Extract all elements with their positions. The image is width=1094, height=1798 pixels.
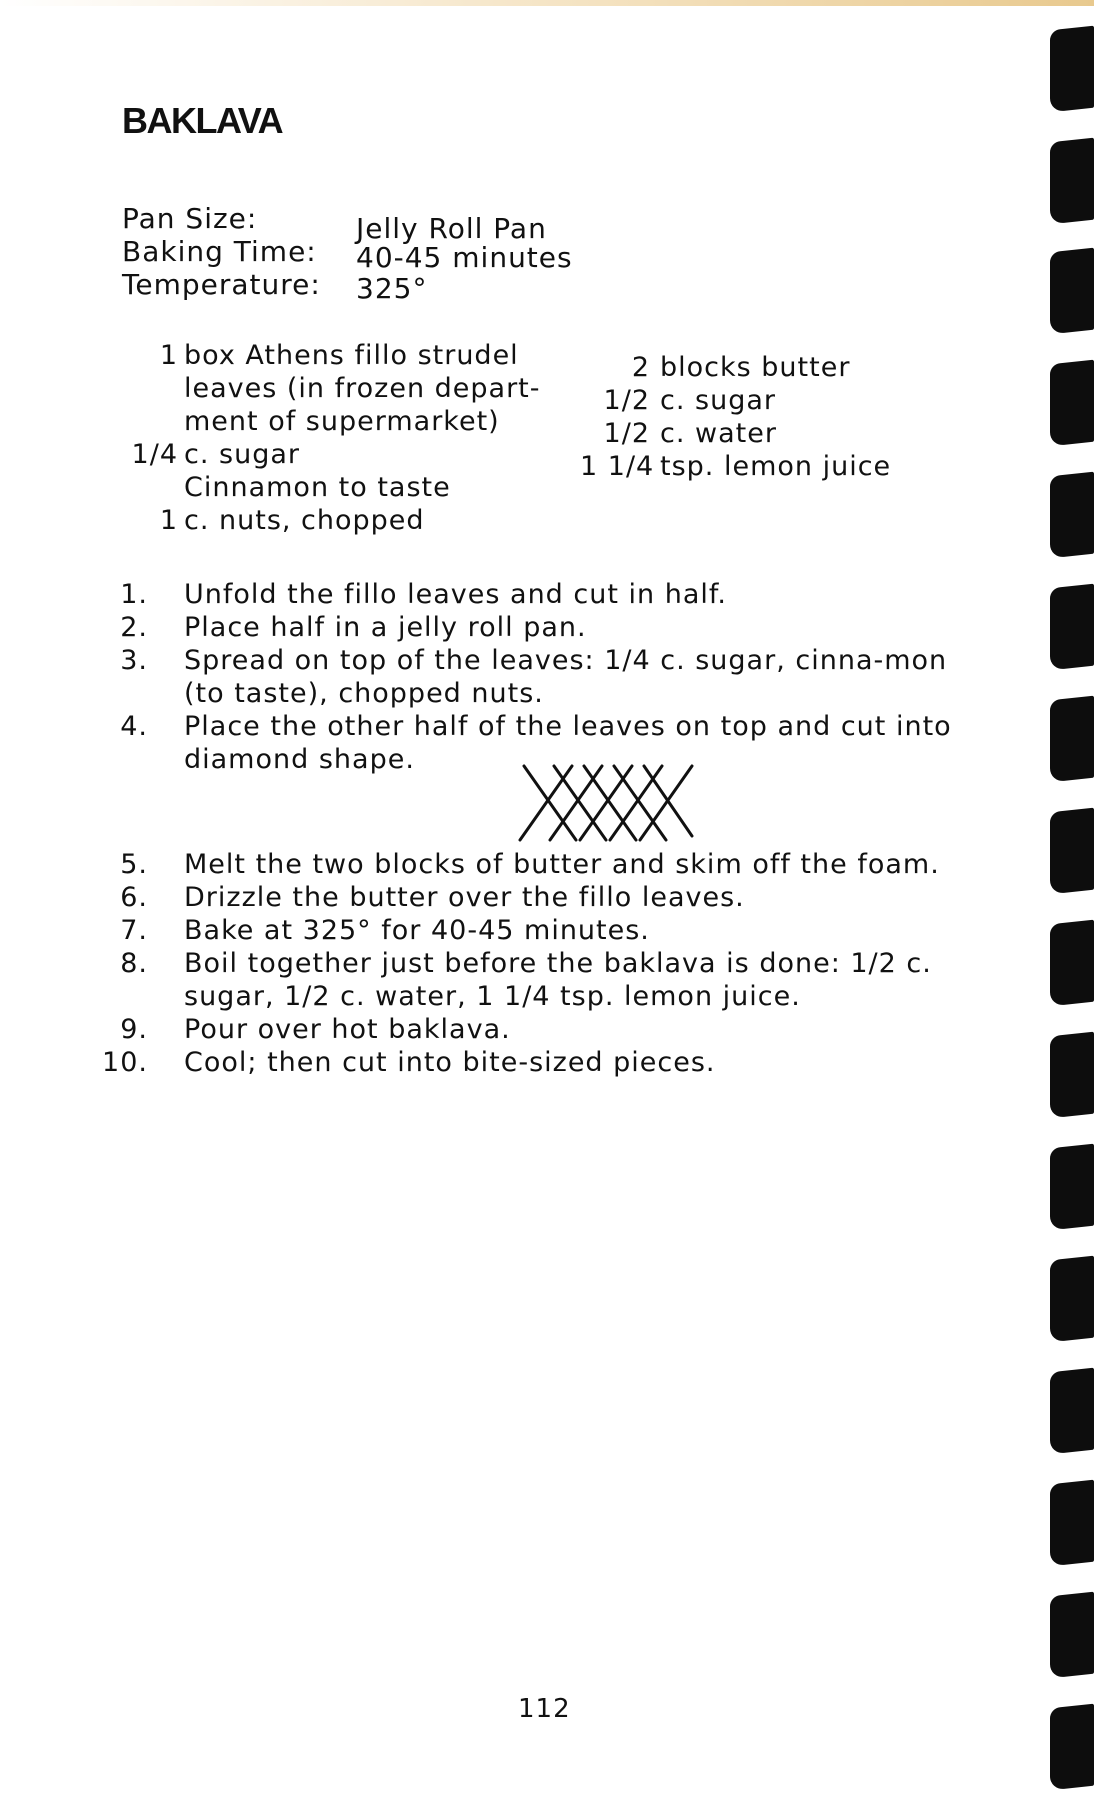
diamond-cut-figure — [96, 776, 976, 848]
binding-ring — [1050, 360, 1094, 447]
instruction-step — [96, 1013, 976, 1046]
binding-ring — [1050, 1144, 1094, 1231]
binding-ring — [1050, 248, 1094, 335]
step-text: Unfold the fillo leaves and cut in half. — [184, 579, 728, 610]
page-number: 112 — [518, 1694, 571, 1724]
instruction-step — [96, 1046, 976, 1079]
step-text: Place half in a jelly roll pan. — [184, 612, 587, 643]
step-text: Cool; then cut into bite-sized pieces. — [184, 1047, 716, 1078]
binding-ring — [1050, 1480, 1094, 1567]
step-text: Drizzle the butter over the fillo leaves. — [184, 882, 745, 913]
info-label: Temperature: — [122, 268, 321, 301]
step-text: Bake at 325° for 40-45 minutes. — [184, 915, 650, 946]
instruction-step — [96, 611, 976, 644]
instruction-step — [96, 848, 976, 881]
spiral-binding — [1034, 0, 1094, 1798]
recipe-title: BAKLAVA — [122, 100, 283, 141]
ingredient-text: blocks butter — [660, 352, 851, 383]
step-number: 8. — [120, 948, 148, 979]
ingredient-text: c. sugar — [184, 439, 300, 470]
ingredient-qty: 2 — [631, 352, 650, 383]
binding-ring — [1050, 138, 1094, 225]
step-text: Pour over hot baklava. — [184, 1014, 511, 1045]
ingredient-text: leaves (in frozen depart- — [184, 373, 541, 404]
ingredient-line — [580, 385, 910, 418]
ingredient-line — [118, 406, 588, 439]
binding-ring — [1050, 584, 1094, 671]
ingredients-right-column — [580, 352, 910, 484]
binding-ring — [1050, 1704, 1094, 1791]
ingredients-left-column — [118, 340, 588, 538]
ingredient-text: c. sugar — [660, 385, 776, 416]
ingredient-line — [118, 505, 588, 538]
step-text: Melt the two blocks of butter and skim off the foam. — [184, 849, 940, 880]
ingredient-text: Cinnamon to taste — [184, 472, 451, 503]
ingredient-qty: 1 — [159, 340, 178, 371]
ingredient-text: c. water — [660, 418, 777, 449]
instruction-step — [96, 644, 976, 710]
ingredient-line — [580, 451, 910, 484]
info-label: Pan Size: — [122, 202, 258, 235]
binding-ring — [1050, 1256, 1094, 1343]
instruction-step — [96, 947, 976, 1013]
step-text: Spread on top of the leaves: 1/4 c. sugar, cinna-mon (to taste), chopped nuts. — [184, 645, 948, 709]
ingredient-qty: 1/4 — [131, 439, 178, 470]
binding-ring — [1050, 26, 1094, 113]
page-top-edge — [0, 0, 1094, 6]
step-number: 4. — [120, 711, 148, 742]
ingredient-line — [580, 418, 910, 451]
ingredient-text: box Athens fillo strudel — [184, 340, 519, 371]
binding-ring — [1050, 808, 1094, 895]
binding-ring — [1050, 472, 1094, 559]
step-number: 6. — [120, 882, 148, 913]
diamond-cut-pattern-icon — [516, 762, 696, 844]
ingredient-qty: 1/2 — [603, 385, 650, 416]
binding-ring — [1050, 1368, 1094, 1455]
instruction-step — [96, 881, 976, 914]
ingredient-text: c. nuts, chopped — [184, 505, 425, 536]
binding-ring — [1050, 1592, 1094, 1679]
ingredient-line — [118, 439, 588, 472]
info-value: 325° — [356, 272, 428, 305]
ingredient-line — [118, 373, 588, 406]
info-value: 40-45 minutes — [356, 241, 573, 274]
ingredient-text: ment of supermarket) — [184, 406, 500, 437]
instructions-list — [96, 578, 976, 1079]
info-value: Jelly Roll Pan — [356, 212, 547, 245]
step-number: 7. — [120, 915, 148, 946]
step-text: Boil together just before the baklava is done: 1/2 c. sugar, 1/2 c. water, 1 1/4 tsp. lemon juice. — [184, 948, 932, 1012]
step-number: 5. — [120, 849, 148, 880]
ingredient-text: tsp. lemon juice — [660, 451, 892, 482]
instruction-step — [96, 578, 976, 611]
ingredient-qty: 1 1/4 — [580, 451, 655, 482]
binding-ring — [1050, 920, 1094, 1007]
step-text: Place the other half of the leaves on top and cut into diamond shape. — [184, 711, 952, 775]
step-number: 10. — [102, 1047, 148, 1078]
ingredient-qty: 1 — [159, 505, 178, 536]
step-number: 9. — [120, 1014, 148, 1045]
ingredient-qty: 1/2 — [603, 418, 650, 449]
step-number: 1. — [120, 579, 148, 610]
binding-ring — [1050, 1032, 1094, 1119]
step-number: 3. — [120, 645, 148, 676]
binding-ring — [1050, 696, 1094, 783]
info-label: Baking Time: — [122, 235, 317, 268]
instruction-step — [96, 914, 976, 947]
step-number: 2. — [120, 612, 148, 643]
ingredient-line — [118, 340, 588, 373]
ingredient-line — [118, 472, 588, 505]
ingredient-line — [580, 352, 910, 385]
